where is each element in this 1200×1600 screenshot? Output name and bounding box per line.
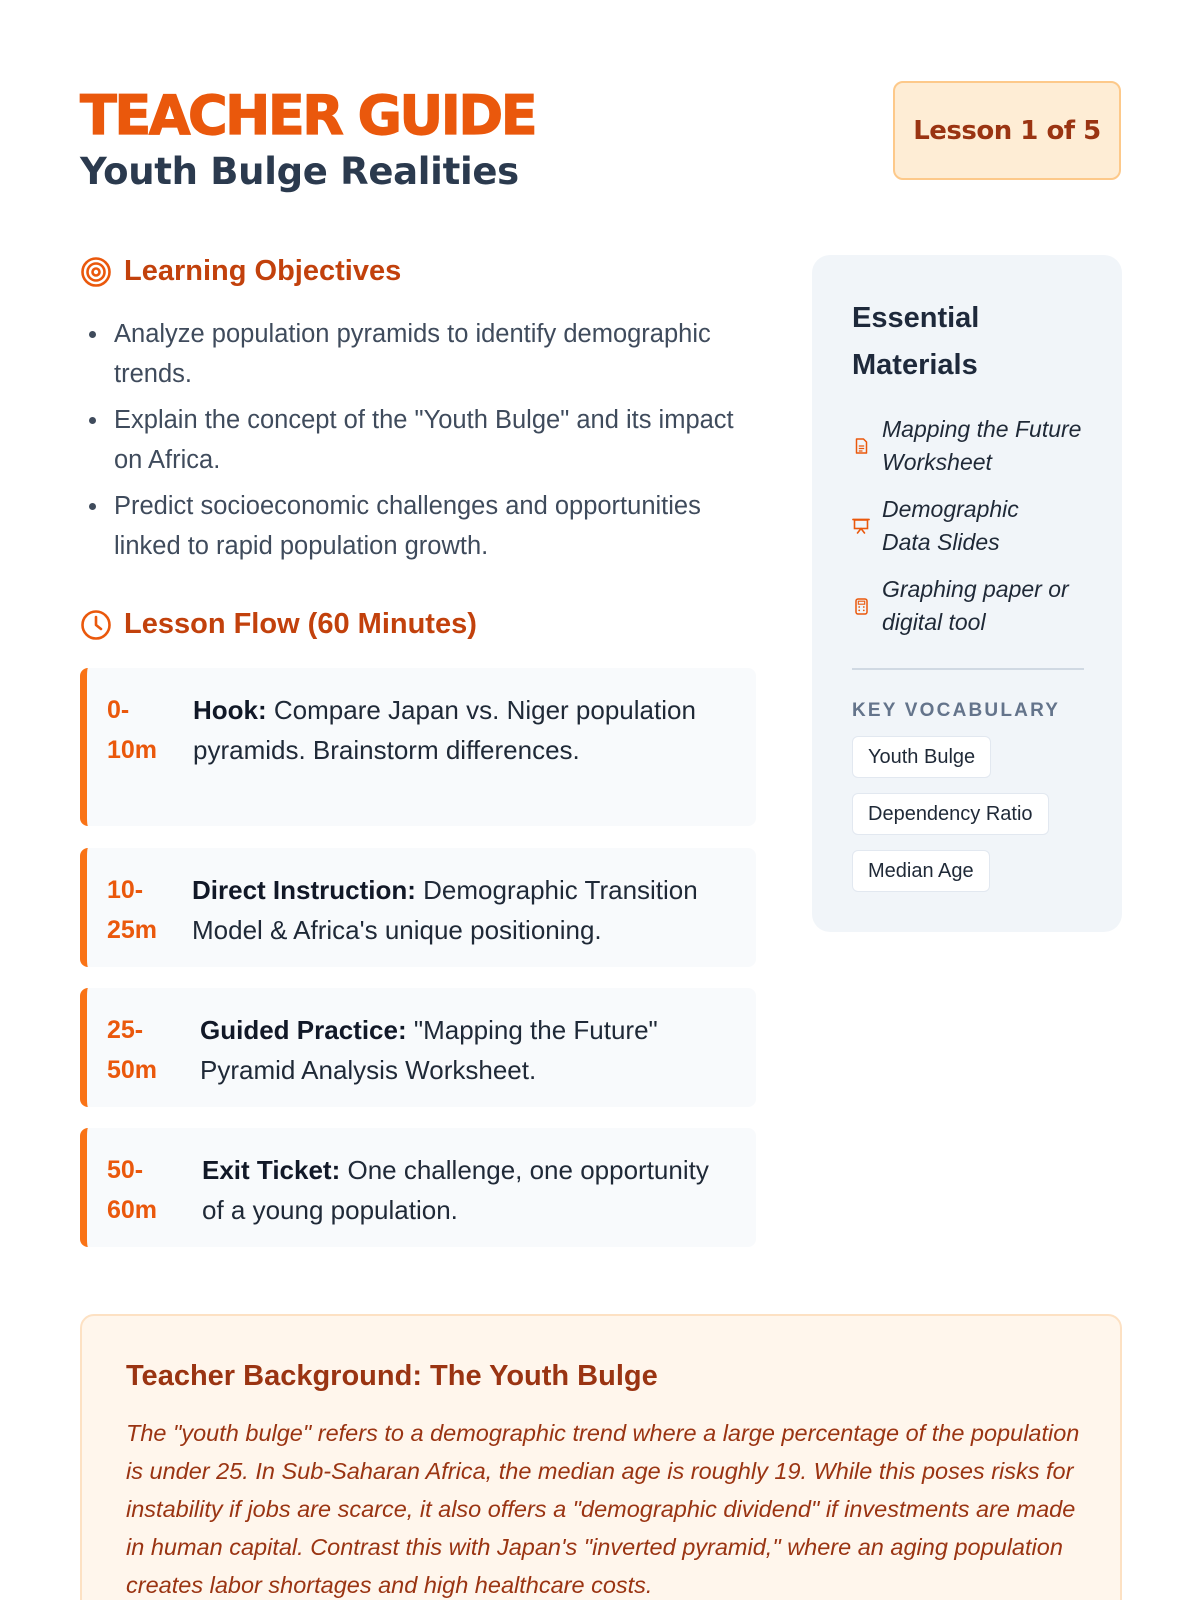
vocabulary-heading: KEY VOCABULARY: [852, 700, 1061, 721]
step-text: One challenge, one opportunity of a young population.: [202, 1155, 709, 1225]
material-item: [852, 573, 1082, 639]
material-item: [852, 413, 1092, 479]
step-description: [193, 690, 736, 770]
lesson-number-badge: Lesson 1 of 5: [893, 81, 1121, 180]
step-time: 10- 25m: [107, 876, 158, 944]
step-label: Exit Ticket:: [202, 1155, 341, 1185]
lesson-flow-step: [80, 668, 756, 826]
lesson-flow-heading-label: Lesson Flow (60 Minutes): [124, 608, 477, 640]
step-description: [192, 870, 736, 950]
target-icon: [80, 256, 112, 288]
document-icon: [852, 438, 870, 454]
step-label: Guided Practice:: [200, 1015, 407, 1045]
step-description: [202, 1150, 736, 1230]
step-text: Demographic Transition Model & Africa's unique positioning.: [192, 875, 698, 945]
objective-item: Predict socioeconomic challenges and opportunities linked to rapid population growth.: [80, 486, 740, 566]
step-description: [200, 1010, 736, 1090]
step-label: Direct Instruction:: [192, 875, 416, 905]
step-text: "Mapping the Future" Pyramid Analysis Worksheet.: [200, 1015, 658, 1085]
objectives-list: [80, 314, 740, 572]
material-label: Demographic Data Slides: [882, 496, 1019, 555]
materials-divider: [852, 668, 1084, 670]
step-label: Hook:: [193, 695, 267, 725]
background-heading: Teacher Background: The Youth Bulge: [126, 1360, 658, 1392]
vocabulary-chip: Median Age: [852, 850, 990, 892]
objectives-heading: [80, 255, 401, 288]
step-time: 50- 60m: [107, 1156, 158, 1224]
material-label: Mapping the Future Worksheet: [882, 416, 1082, 475]
presentation-icon: [852, 518, 870, 534]
clock-icon: [80, 609, 112, 641]
material-label: Graphing paper or digital tool: [882, 576, 1069, 635]
materials-heading: Essential Materials: [852, 302, 980, 381]
lesson-flow-step: [80, 848, 756, 967]
page-title: TEACHER GUIDE: [80, 84, 536, 147]
lesson-flow-step: [80, 988, 756, 1107]
objective-item: Explain the concept of the "Youth Bulge" and its impact on Africa.: [80, 400, 740, 480]
objective-item: Analyze population pyramids to identify demographic trends.: [80, 314, 740, 394]
lesson-subtitle: Youth Bulge Realities: [80, 150, 519, 193]
teacher-background-callout: [80, 1314, 1122, 1600]
vocabulary-chip: Dependency Ratio: [852, 793, 1049, 835]
objectives-heading-label: Learning Objectives: [124, 255, 402, 287]
vocabulary-chip: Youth Bulge: [852, 736, 991, 778]
step-time: 0- 10m: [107, 696, 158, 764]
background-text: The "youth bulge" refers to a demographic trend where a large percentage of the population is under 25. In Sub-Saharan Africa, the median age is roughly 19. While this poses risks for instability if jobs are scarce, it also offers a "demographic dividend" if investments are made in human capital. Contrast this with Japan's "inverted pyramid," where an aging population creates labor shortages and high healthcare costs.: [126, 1420, 1080, 1598]
step-time: 25- 50m: [107, 1016, 158, 1084]
materials-panel: [812, 255, 1122, 932]
lesson-flow-heading: [80, 608, 477, 641]
material-item: [852, 493, 1052, 559]
calculator-icon: [852, 598, 870, 615]
step-text: Compare Japan vs. Niger population pyramids. Brainstorm differences.: [193, 695, 696, 765]
lesson-flow-step: [80, 1128, 756, 1247]
